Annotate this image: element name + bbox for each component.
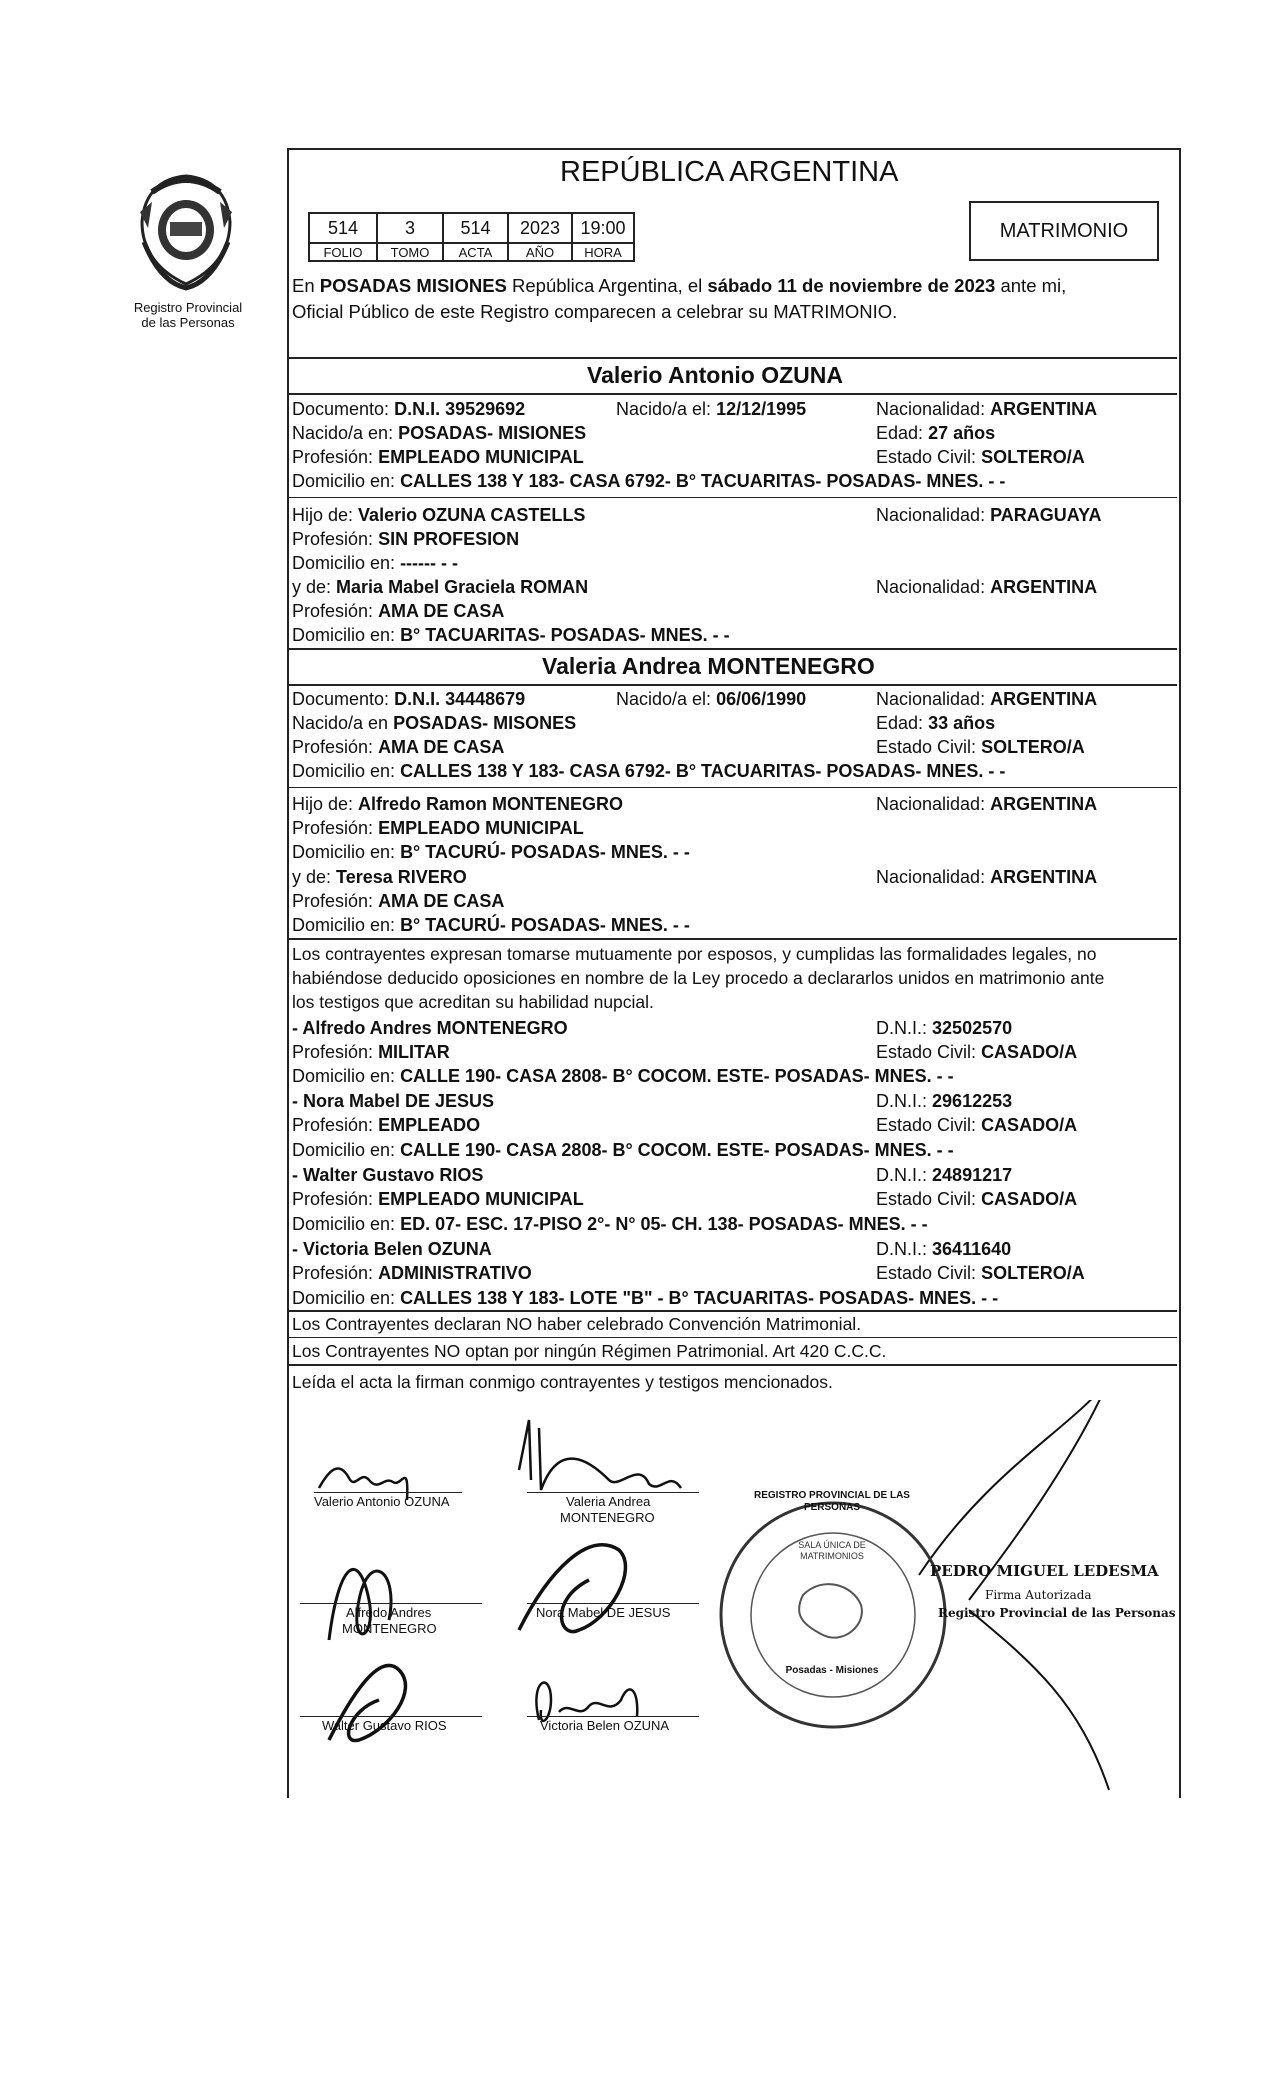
witness-2-dni: D.N.I.: 29612253: [876, 1091, 1013, 1111]
divider: [289, 497, 1177, 498]
spouse-1-father-profession: Profesión: SIN PROFESION: [292, 529, 520, 549]
spouse-2-address: Domicilio en: CALLES 138 Y 183- CASA 6792- B° TACUARITAS- POSADAS- MNES. - -: [292, 761, 1006, 781]
tomo-value: 3: [377, 213, 443, 243]
witness-4-dni: D.N.I.: 36411640: [876, 1239, 1012, 1259]
spouse-2-father-profession: Profesión: EMPLEADO MUNICIPAL: [292, 818, 584, 838]
tomo-label: TOMO: [377, 243, 443, 261]
spouse-2-profession: Profesión: AMA DE CASA: [292, 737, 505, 757]
spouse-1-nationality: Nacionalidad: ARGENTINA: [876, 399, 1098, 419]
spouse-2-birth-place: Nacido/a en POSADAS- MISONES: [292, 713, 577, 733]
divider: [289, 648, 1177, 650]
hora-value: 19:00: [572, 213, 634, 243]
spouse-1-name: Valerio Antonio OZUNA: [587, 362, 843, 388]
spouse-2-father: Hijo de: Alfredo Ramon MONTENEGRO: [292, 794, 624, 814]
ano-label: AÑO: [508, 243, 572, 261]
stamp-inner-text: SALA ÚNICA DE MATRIMONIOS: [798, 1540, 866, 1561]
logo-caption: [118, 300, 258, 330]
spouse-1-father-address: Domicilio en: ------ - -: [292, 553, 459, 573]
stamp-bottom-text: Posadas - Misiones: [785, 1665, 879, 1676]
signature-line: [300, 1716, 482, 1717]
spouse-2-mother-nationality: Nacionalidad: ARGENTINA: [876, 867, 1098, 887]
spouse-2-age: Edad: 33 años: [876, 713, 996, 733]
intro-line-1: [292, 275, 1066, 297]
intro-text: República Argentina, el: [506, 275, 708, 296]
signature-line: [527, 1492, 699, 1493]
divider: [289, 787, 1177, 788]
signature-line: [300, 1603, 482, 1604]
spouse-2-civil-status: Estado Civil: SOLTERO/A: [876, 737, 1085, 757]
clause-convention: Los Contrayentes declaran NO haber celebrado Convención Matrimonial.: [292, 1314, 862, 1334]
spouse-2-nationality: Nacionalidad: ARGENTINA: [876, 689, 1098, 709]
signature-caption-4: Nora Mabel DE JESUS: [536, 1605, 671, 1620]
folio-label: FOLIO: [309, 243, 377, 261]
spouse-1-birth-date: Nacido/a el: 12/12/1995: [616, 399, 807, 419]
witness-3-civil-status: Estado Civil: CASADO/A: [876, 1189, 1078, 1209]
witness-4-profession: Profesión: ADMINISTRATIVO: [292, 1263, 532, 1283]
witness-1-name: - Alfredo Andres MONTENEGRO: [292, 1018, 568, 1038]
witness-3-profession: Profesión: EMPLEADO MUNICIPAL: [292, 1189, 584, 1209]
signature-line: [527, 1603, 699, 1604]
spouse-2-mother: y de: Teresa RIVERO: [292, 867, 467, 887]
spouse-2-name: Valeria Andrea MONTENEGRO: [542, 653, 875, 679]
signature-caption-1: Valerio Antonio OZUNA: [314, 1494, 450, 1509]
acta-value: 514: [443, 213, 508, 243]
spouse-1-age: Edad: 27 años: [876, 423, 996, 443]
spouse-1-father-nationality: Nacionalidad: PARAGUAYA: [876, 505, 1102, 525]
folio-value: 514: [309, 213, 377, 243]
witness-2-name: - Nora Mabel DE JESUS: [292, 1091, 495, 1111]
spouse-2-father-nationality: Nacionalidad: ARGENTINA: [876, 794, 1098, 814]
signature-caption-5: Walter Gustavo RIOS: [322, 1718, 447, 1733]
spouse-1-father: Hijo de: Valerio OZUNA CASTELLS: [292, 505, 586, 525]
divider: [289, 1364, 1177, 1366]
ano-value: 2023: [508, 213, 572, 243]
spouse-1-profession: Profesión: EMPLEADO MUNICIPAL: [292, 447, 584, 467]
intro-place: POSADAS MISIONES: [319, 275, 507, 296]
clause-signatures: Leída el acta la firman conmigo contrayentes y testigos mencionados.: [292, 1372, 833, 1392]
witness-4-civil-status: Estado Civil: SOLTERO/A: [876, 1263, 1085, 1283]
witness-1-profession: Profesión: MILITAR: [292, 1042, 450, 1062]
divider: [289, 684, 1177, 686]
spouse-1-mother-nationality: Nacionalidad: ARGENTINA: [876, 577, 1098, 597]
official-stamp: [721, 1503, 945, 1727]
witness-1-dni: D.N.I.: 32502570: [876, 1018, 1013, 1038]
registry-logo: [130, 172, 242, 297]
divider: [289, 1310, 1177, 1312]
witness-3-dni: D.N.I.: 24891217: [876, 1165, 1013, 1185]
declaration-line-2: habiéndose deducido oposiciones en nombre de la Ley procedo a declararlos unidos en matrimonio ante: [292, 968, 1105, 988]
signature-caption-2a: Valeria Andrea: [566, 1494, 651, 1509]
signature-caption-3a: Alfredo Andres: [346, 1605, 432, 1620]
signature-caption-6: Victoria Belen OZUNA: [540, 1718, 670, 1733]
divider: [289, 938, 1177, 940]
signature-line: [314, 1492, 462, 1493]
intro-date: sábado 11 de noviembre de 2023: [707, 275, 996, 296]
witness-4-address: Domicilio en: CALLES 138 Y 183- LOTE "B" - B° TACUARITAS- POSADAS- MNES. - -: [292, 1288, 999, 1308]
declaration-line-3: los testigos que acreditan su habilidad nupcial.: [292, 992, 654, 1012]
spouse-1-mother: y de: Maria Mabel Graciela ROMAN: [292, 577, 589, 597]
spouse-2-mother-address: Domicilio en: B° TACURÚ- POSADAS- MNES. - -: [292, 915, 690, 935]
spouse-2-document: Documento: D.N.I. 34448679: [292, 689, 526, 709]
intro-text: En: [292, 275, 320, 296]
witness-3-address: Domicilio en: ED. 07- ESC. 17-PISO 2°- N° 05- CH. 138- POSADAS- MNES. - -: [292, 1214, 928, 1234]
stamp-official-role: Firma Autorizada: [985, 1588, 1092, 1602]
witness-2-civil-status: Estado Civil: CASADO/A: [876, 1115, 1078, 1135]
logo-caption-line-2: de las Personas: [141, 315, 235, 330]
hora-label: HORA: [572, 243, 634, 261]
signature-caption-3b: MONTENEGRO: [342, 1621, 437, 1636]
acta-label: ACTA: [443, 243, 508, 261]
spouse-2-mother-profession: Profesión: AMA DE CASA: [292, 891, 505, 911]
signature-caption-2b: MONTENEGRO: [560, 1510, 655, 1525]
witness-1-civil-status: Estado Civil: CASADO/A: [876, 1042, 1078, 1062]
clause-patrimonial: Los Contrayentes NO optan por ningún Régimen Patrimonial. Art 420 C.C.C.: [292, 1341, 887, 1361]
record-type-box: [969, 201, 1159, 261]
spouse-1-document: Documento: D.N.I. 39529692: [292, 399, 526, 419]
page-title: REPÚBLICA ARGENTINA: [560, 156, 899, 188]
spouse-1-mother-profession: Profesión: AMA DE CASA: [292, 601, 505, 621]
signature-line: [527, 1716, 699, 1717]
registry-seal-icon: [130, 172, 242, 297]
spouse-1-mother-address: Domicilio en: B° TACUARITAS- POSADAS- MNES. - -: [292, 625, 730, 645]
intro-text: ante mi,: [995, 275, 1067, 296]
witness-3-name: - Walter Gustavo RIOS: [292, 1165, 484, 1185]
spouse-2-birth-date: Nacido/a el: 06/06/1990: [616, 689, 807, 709]
signature-2-mark: [519, 1420, 681, 1490]
divider: [289, 1337, 1177, 1338]
intro-line-2: Oficial Público de este Registro comparecen a celebrar su MATRIMONIO.: [292, 301, 898, 322]
spouse-1-civil-status: Estado Civil: SOLTERO/A: [876, 447, 1085, 467]
record-fields-table: [308, 212, 635, 262]
witness-2-profession: Profesión: EMPLEADO: [292, 1115, 481, 1135]
logo-caption-line-1: Registro Provincial: [133, 300, 243, 315]
witness-1-address: Domicilio en: CALLE 190- CASA 2808- B° COCOM. ESTE- POSADAS- MNES. - -: [292, 1066, 954, 1086]
spouse-2-father-address: Domicilio en: B° TACURÚ- POSADAS- MNES. - -: [292, 842, 690, 862]
declaration-line-1: Los contrayentes expresan tomarse mutuamente por esposos, y cumplidas las formalidades legales, no: [292, 944, 1097, 964]
spouse-1-birth-place: Nacido/a en: POSADAS- MISIONES: [292, 423, 587, 443]
stamp-ring-text: REGISTRO PROVINCIAL DE LAS PERSONAS: [754, 1490, 910, 1513]
record-type: MATRIMONIO: [999, 219, 1129, 242]
divider: [289, 357, 1177, 359]
stamp-official-org: Registro Provincial de las Personas: [938, 1606, 1176, 1620]
divider: [289, 393, 1177, 395]
spouse-1-address: Domicilio en: CALLES 138 Y 183- CASA 6792- B° TACUARITAS- POSADAS- MNES. - -: [292, 471, 1006, 491]
witness-4-name: - Victoria Belen OZUNA: [292, 1239, 492, 1259]
witness-2-address: Domicilio en: CALLE 190- CASA 2808- B° COCOM. ESTE- POSADAS- MNES. - -: [292, 1140, 954, 1160]
stamp-official-name: PEDRO MIGUEL LEDESMA: [930, 1562, 1159, 1580]
